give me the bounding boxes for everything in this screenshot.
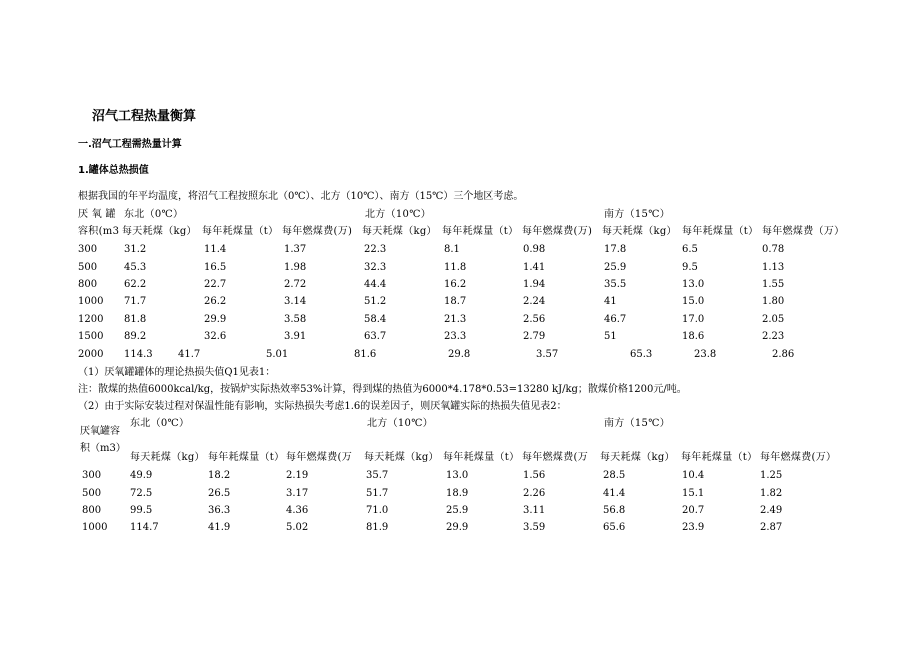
table-cell: 2.26 — [523, 488, 546, 499]
table-2-col-volume-line2: 积（m3） — [80, 443, 126, 454]
table-cell: 0.98 — [523, 244, 546, 255]
table-cell: 300 — [82, 470, 102, 481]
table-row — [0, 243, 920, 257]
table-cell: 2.87 — [760, 522, 783, 533]
table-cell: 29.9 — [446, 522, 469, 533]
table-row — [0, 313, 920, 327]
table-row — [0, 487, 920, 501]
table-cell: 15.0 — [682, 296, 705, 307]
table-cell: 1.80 — [762, 296, 785, 307]
table-cell: 2.19 — [286, 470, 309, 481]
table-row — [0, 330, 920, 344]
table-cell: 13.0 — [446, 470, 469, 481]
table-1-region-row — [0, 208, 920, 222]
table-1-col-header: 每年燃煤费(万) — [282, 226, 353, 237]
table-cell: 1500 — [78, 331, 104, 342]
table-2-col-header: 每天耗煤（kg） — [600, 452, 675, 463]
table-cell: 28.5 — [603, 470, 626, 481]
table-cell: 1000 — [78, 296, 104, 307]
table-cell: 2.72 — [284, 279, 307, 290]
table-2-col-header: 每年燃煤费(万） — [760, 452, 837, 463]
table-cell: 5.02 — [286, 522, 309, 533]
table-cell: 1.41 — [523, 262, 546, 273]
table-cell: 41.7 — [178, 349, 201, 360]
table-2-col-header: 每年耗煤量（t） — [443, 452, 520, 463]
table-cell: 36.3 — [208, 505, 231, 516]
table-1-col-header: 每天耗煤（kg） — [602, 226, 677, 237]
table-1-column-header-row — [0, 225, 920, 239]
table-cell: 4.36 — [286, 505, 309, 516]
table-cell: 23.9 — [682, 522, 705, 533]
table-cell: 2.24 — [523, 296, 546, 307]
table-cell: 25.9 — [446, 505, 469, 516]
table-1-col-header: 每年耗煤量（t） — [442, 226, 519, 237]
table-2-col-header: 每年耗煤量（t） — [681, 452, 758, 463]
table-cell: 1200 — [78, 314, 104, 325]
table-cell: 2.86 — [772, 349, 795, 360]
table-cell: 0.78 — [762, 244, 785, 255]
table-cell: 1.55 — [762, 279, 785, 290]
table-row — [0, 469, 920, 483]
table-2-col-header: 每天耗煤（kg） — [130, 452, 205, 463]
table-cell: 29.9 — [204, 314, 227, 325]
table-1-col-volume: 容积(m3 — [78, 226, 120, 237]
table-1-region-northeast: 东北（0℃） — [124, 209, 184, 220]
table-cell: 9.5 — [682, 262, 698, 273]
table-cell: 8.1 — [444, 244, 460, 255]
table-cell: 3.58 — [284, 314, 307, 325]
table-cell: 71.0 — [366, 505, 389, 516]
table-cell: 89.2 — [124, 331, 147, 342]
table-cell: 45.3 — [124, 262, 147, 273]
table-cell: 49.9 — [130, 470, 153, 481]
table-cell: 16.5 — [204, 262, 227, 273]
table-cell: 65.3 — [630, 349, 653, 360]
table-cell: 1.98 — [284, 262, 307, 273]
table-row — [0, 348, 920, 362]
table-cell: 1.13 — [762, 262, 785, 273]
table-1-region-south: 南方（15℃） — [604, 209, 671, 220]
table-cell: 1.94 — [523, 279, 546, 290]
table-cell: 2.56 — [523, 314, 546, 325]
table-cell: 58.4 — [364, 314, 387, 325]
table-cell: 3.11 — [523, 505, 546, 516]
table-cell: 3.59 — [523, 522, 546, 533]
table-2-col-header: 每年燃煤费(万 — [286, 452, 353, 463]
table-cell: 2.49 — [760, 505, 783, 516]
table-cell: 26.5 — [208, 488, 231, 499]
table-cell: 18.6 — [682, 331, 705, 342]
table-cell: 114.7 — [130, 522, 159, 533]
table-cell: 17.8 — [604, 244, 627, 255]
table-cell: 29.8 — [448, 349, 471, 360]
table-cell: 56.8 — [603, 505, 626, 516]
table-cell: 46.7 — [604, 314, 627, 325]
table-cell: 26.2 — [204, 296, 227, 307]
table-row — [0, 278, 920, 292]
table-cell: 17.0 — [682, 314, 705, 325]
table-cell: 500 — [78, 262, 98, 273]
table-cell: 114.3 — [124, 349, 153, 360]
table-cell: 32.6 — [204, 331, 227, 342]
table-cell: 800 — [82, 505, 102, 516]
table-cell: 13.0 — [682, 279, 705, 290]
table-2-col-volume-line1: 厌氧罐容 — [80, 426, 120, 437]
table-2-region-northeast: 东北（0℃） — [130, 418, 190, 429]
table-cell: 41.9 — [208, 522, 231, 533]
table-1-col-header: 每天耗煤（kg） — [122, 226, 197, 237]
table-cell: 51 — [604, 331, 617, 342]
table-2-region-north: 北方（10℃） — [367, 418, 434, 429]
table-cell: 35.5 — [604, 279, 627, 290]
table-1-caption: （1）厌氧罐罐体的理论热损失值Q1见表1： — [78, 367, 276, 378]
table-cell: 5.01 — [266, 349, 289, 360]
table-cell: 81.9 — [366, 522, 389, 533]
table-cell: 22.7 — [204, 279, 227, 290]
table-1-col-header: 每年燃煤费（万） — [762, 226, 845, 237]
table-cell: 3.14 — [284, 296, 307, 307]
table-cell: 31.2 — [124, 244, 147, 255]
table-2-region-south: 南方（15℃） — [604, 418, 671, 429]
table-cell: 41 — [604, 296, 617, 307]
table-cell: 3.17 — [286, 488, 309, 499]
table-cell: 41.4 — [603, 488, 626, 499]
table-1-col-header: 每天耗煤（kg） — [362, 226, 437, 237]
table-cell: 44.4 — [364, 279, 387, 290]
table-1-col-header: 每年燃煤费(万) — [522, 226, 593, 237]
table-cell: 18.9 — [446, 488, 469, 499]
table-cell: 2.79 — [523, 331, 546, 342]
table-cell: 1.37 — [284, 244, 307, 255]
table-cell: 10.4 — [682, 470, 705, 481]
table-cell: 800 — [78, 279, 98, 290]
table-2-caption: （2）由于实际安装过程对保温性能有影响，实际热损失考虑1.6的误差因子，则厌氧罐实际的热损失值见表2： — [78, 401, 567, 412]
section-heading: 一.沼气工程需热量计算 — [78, 139, 182, 150]
table-cell: 1.25 — [760, 470, 783, 481]
table-cell: 3.91 — [284, 331, 307, 342]
table-cell: 51.2 — [364, 296, 387, 307]
table-cell: 18.7 — [444, 296, 467, 307]
table-cell: 2.23 — [762, 331, 785, 342]
table-cell: 6.5 — [682, 244, 698, 255]
table-cell: 16.2 — [444, 279, 467, 290]
table-cell: 1.82 — [760, 488, 783, 499]
coal-note: 注：散煤的热值6000kcal/kg，按锅炉实际热效率53%计算，得到煤的热值为6000*4.178*0.53=13280 kJ/kg；散煤价格1200元/吨。 — [78, 384, 687, 395]
table-row — [0, 261, 920, 275]
table-cell: 35.7 — [366, 470, 389, 481]
table-cell: 99.5 — [130, 505, 153, 516]
document-title: 沼气工程热量衡算 — [92, 109, 197, 124]
table-cell: 20.7 — [682, 505, 705, 516]
table-cell: 23.8 — [694, 349, 717, 360]
table-cell: 2000 — [78, 349, 104, 360]
table-cell: 63.7 — [364, 331, 387, 342]
table-row — [0, 504, 920, 518]
table-cell: 71.7 — [124, 296, 147, 307]
table-cell: 21.3 — [444, 314, 467, 325]
table-2-region-row — [0, 417, 920, 431]
table-cell: 25.9 — [604, 262, 627, 273]
table-cell: 23.3 — [444, 331, 467, 342]
table-cell: 22.3 — [364, 244, 387, 255]
subsection-heading: 1.罐体总热损值 — [78, 165, 149, 176]
table-1-col-header: 每年耗煤量（t） — [202, 226, 279, 237]
table-2-col-header: 每天耗煤（kg） — [364, 452, 439, 463]
table-cell: 1000 — [82, 522, 108, 533]
table-1-col-header: 每年耗煤量（t） — [682, 226, 759, 237]
table-cell: 1.56 — [523, 470, 546, 481]
table-cell: 3.57 — [536, 349, 559, 360]
table-cell: 65.6 — [603, 522, 626, 533]
table-row — [0, 295, 920, 309]
table-cell: 18.2 — [208, 470, 231, 481]
table-2-column-header-row — [0, 451, 920, 465]
table-2-col-header: 每年耗煤量（t） — [208, 452, 285, 463]
table-row — [0, 521, 920, 535]
table-1-region-north: 北方（10℃） — [365, 209, 432, 220]
table-cell: 32.3 — [364, 262, 387, 273]
table-cell: 72.5 — [130, 488, 153, 499]
table-cell: 11.8 — [444, 262, 467, 273]
table-cell: 300 — [78, 244, 98, 255]
table-cell: 81.8 — [124, 314, 147, 325]
table-cell: 15.1 — [682, 488, 705, 499]
table-cell: 62.2 — [124, 279, 147, 290]
table-cell: 2.05 — [762, 314, 785, 325]
table-cell: 500 — [82, 488, 102, 499]
table-cell: 51.7 — [366, 488, 389, 499]
intro-paragraph: 根据我国的年平均温度，将沼气工程按照东北（0℃）、北方（10℃）、南方（15℃）三个地区考虑。 — [78, 191, 524, 202]
table-cell: 11.4 — [204, 244, 227, 255]
table-cell: 81.6 — [354, 349, 377, 360]
table-1-group-label: 厌 氧 罐 — [78, 209, 116, 220]
table-2-col-header: 每年燃煤费(万 — [522, 452, 589, 463]
